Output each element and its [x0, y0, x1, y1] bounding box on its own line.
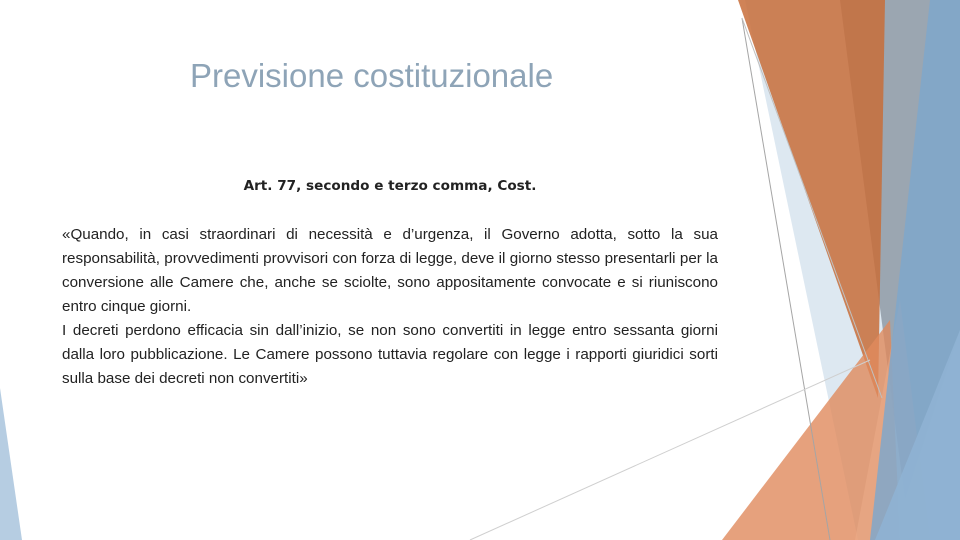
orange-triangle-top — [738, 0, 885, 398]
left-edge-shape — [0, 388, 22, 540]
slide-title: Previsione costituzionale — [190, 57, 554, 94]
quote-paragraph-2: I decreti perdono efficacia sin dall’inizio, se non sono convertiti in legge entro sessanta giorni dalla loro pubblicazione. Le Camere possono tuttavia regolare con legge i rapporti giuridici sorti sulla base dei decreti non convertiti» — [62, 322, 718, 387]
article-quote — [62, 223, 718, 391]
slide-subtitle: Art. 77, secondo e terzo comma, Cost. — [243, 178, 537, 194]
quote-paragraph-1: «Quando, in casi straordinari di necessità e d’urgenza, il Governo adotta, sotto la sua responsabilità, provvedimenti provvisori con forza di legge, deve il giorno stesso presentarli per la conversione alle Camere che, anche se sciolte, sono appositamente convocate e si riuniscono entro cinque giorni. — [62, 226, 718, 315]
